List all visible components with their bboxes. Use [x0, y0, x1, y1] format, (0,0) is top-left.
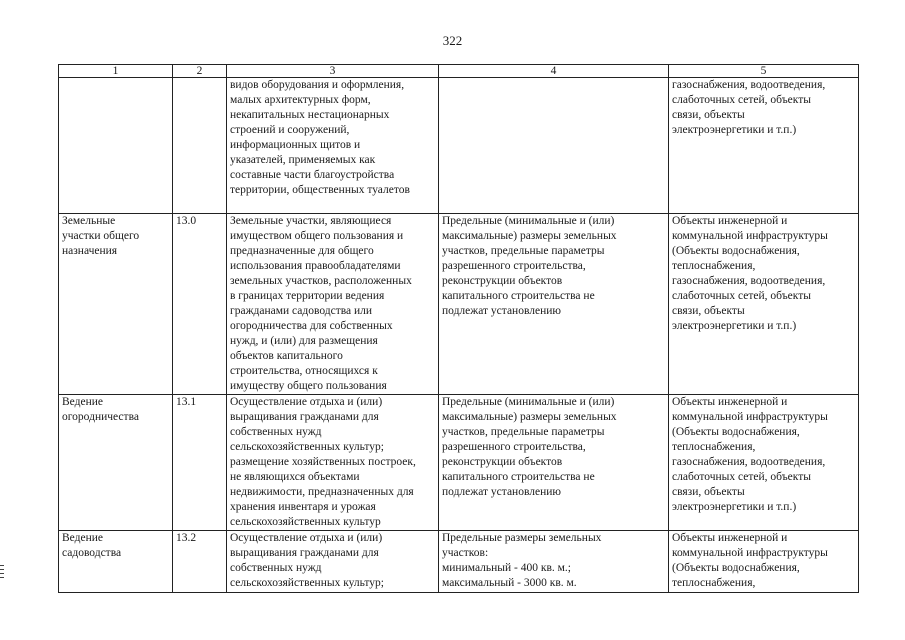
- column-header-1: 1: [59, 65, 173, 78]
- table-header-row: [59, 65, 859, 78]
- row-parameters: Предельные (минимальные и (или) максимальные) размеры земельных участков, предельные параметры разрешенного строительства, реконструкции объектов капитального строительства не подлежат установлению: [439, 395, 669, 531]
- row-parameters: [439, 78, 669, 214]
- table-row: [59, 531, 859, 593]
- column-header-3: 3: [227, 65, 439, 78]
- row-description: Осуществление отдыха и (или) выращивания гражданами для собственных нужд сельскохозяйственных культур; размещение хозяйственных построек, не являющихся объектами недвижимости, предназначенных для хранения инвентаря и урожая сельскохозяйственных культур: [227, 395, 439, 531]
- column-header-5: 5: [669, 65, 859, 78]
- row-name: [59, 78, 173, 214]
- row-name: Земельные участки общего назначения: [59, 214, 173, 395]
- row-parameters: Предельные (минимальные и (или) максимальные) размеры земельных участков, предельные параметры разрешенного строительства, реконструкции объектов капитального строительства не подлежат установлению: [439, 214, 669, 395]
- row-objects: Объекты инженерной и коммунальной инфраструктуры (Объекты водоснабжения, теплоснабжения, газоснабжения, водоотведения, слаботочных сетей, объекты связи, объекты электроэнергетики и т.п.): [669, 214, 859, 395]
- column-header-2: 2: [173, 65, 227, 78]
- row-objects: газоснабжения, водоотведения, слаботочных сетей, объекты связи, объекты электроэнергетики и т.п.): [669, 78, 859, 214]
- row-description: Осуществление отдыха и (или) выращивания гражданами для собственных нужд сельскохозяйственных культур;: [227, 531, 439, 593]
- row-code: 13.1: [173, 395, 227, 531]
- table-row: [59, 78, 859, 214]
- column-header-4: 4: [439, 65, 669, 78]
- page-number: 322: [442, 33, 463, 48]
- row-parameters: Предельные размеры земельных участков: минимальный - 400 кв. м.; максимальный - 3000 кв. м.: [439, 531, 669, 593]
- scan-margin-marks: [0, 565, 5, 581]
- row-code: 13.0: [173, 214, 227, 395]
- row-objects: Объекты инженерной и коммунальной инфраструктуры (Объекты водоснабжения, теплоснабжения, газоснабжения, водоотведения, слаботочных сетей, объекты связи, объекты электроэнергетики и т.п.): [669, 395, 859, 531]
- row-name: Ведение огородничества: [59, 395, 173, 531]
- table-row: [59, 214, 859, 395]
- row-description: видов оборудования и оформления, малых архитектурных форм, некапитальных нестационарных строений и сооружений, информационных щитов и указателей, применяемых как составные части благоустройства территории, общественных туалетов: [227, 78, 439, 214]
- row-name: Ведение садоводства: [59, 531, 173, 593]
- row-code: [173, 78, 227, 214]
- row-code: 13.2: [173, 531, 227, 593]
- zoning-table: [58, 64, 859, 593]
- row-objects: Объекты инженерной и коммунальной инфраструктуры (Объекты водоснабжения, теплоснабжения,: [669, 531, 859, 593]
- table-row: [59, 395, 859, 531]
- row-description: Земельные участки, являющиеся имуществом общего пользования и предназначенные для общего использования правообладателями земельных участков, расположенных в границах территории ведения гражданами садоводства или огородничества для собственных нужд, и (или) для размещения объектов капитального строительства, относящихся к имуществу общего пользования: [227, 214, 439, 395]
